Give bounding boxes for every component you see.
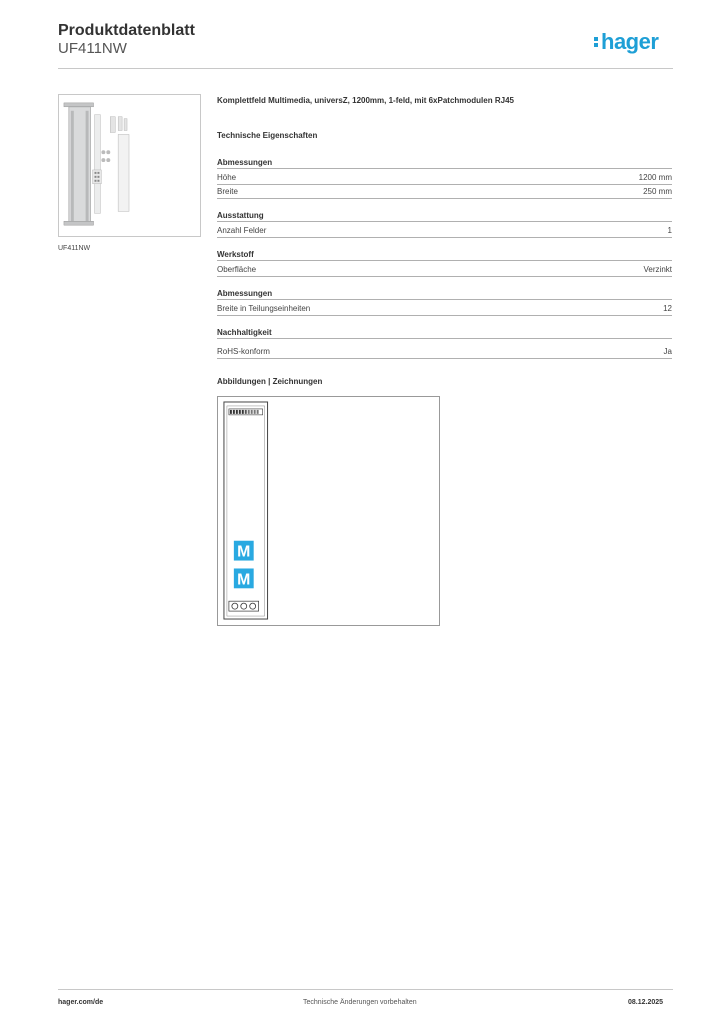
group-title: Abmessungen — [217, 288, 672, 300]
product-description: Komplettfeld Multimedia, universZ, 1200mm, 1-feld, mit 6xPatchmodulen RJ45 — [217, 96, 514, 105]
product-image — [58, 94, 201, 237]
hager-logo — [594, 29, 658, 55]
logo-text: hager — [601, 29, 659, 54]
page-title: Produktdatenblatt — [58, 22, 195, 39]
group-title: Nachhaltigkeit — [217, 327, 672, 339]
property-value: 1200 mm — [638, 173, 672, 182]
property-group-sustainability — [217, 327, 672, 359]
product-photo-illustration — [59, 95, 200, 236]
module-label-2: M — [237, 571, 251, 589]
footer-website: hager.com/de — [58, 999, 104, 1006]
property-value: 1 — [667, 226, 672, 235]
footer-note: Technische Änderungen vorbehalten — [303, 999, 417, 1006]
property-label: Höhe — [217, 173, 237, 182]
header-divider — [58, 68, 673, 69]
product-code: UF411NW — [58, 40, 127, 57]
property-label: Oberfläche — [217, 265, 257, 274]
group-title: Werkstoff — [217, 249, 672, 261]
property-value: Ja — [663, 347, 672, 356]
module-label-1: M — [237, 543, 251, 561]
technical-properties-heading: Technische Eigenschaften — [217, 131, 318, 140]
property-label: Breite — [217, 187, 238, 196]
property-group-material — [217, 249, 672, 277]
property-label: RoHS-konform — [217, 347, 270, 356]
property-group-dimensions-units — [217, 288, 672, 316]
drawings-heading: Abbildungen | Zeichnungen — [217, 377, 323, 386]
property-row — [217, 302, 672, 316]
property-row — [217, 185, 672, 199]
drawing-illustration — [218, 397, 439, 625]
group-title: Abmessungen — [217, 157, 672, 169]
logo-dots-icon — [594, 35, 599, 49]
property-value: Verzinkt — [643, 265, 672, 274]
technical-drawing — [217, 396, 440, 626]
property-group-dimensions — [217, 157, 672, 199]
property-group-equipment — [217, 210, 672, 238]
property-value: 12 — [663, 304, 672, 313]
image-caption: UF411NW — [58, 245, 91, 252]
property-label: Anzahl Felder — [217, 226, 267, 235]
property-value: 250 mm — [643, 187, 672, 196]
property-row — [217, 171, 672, 185]
footer-divider — [58, 989, 673, 990]
property-label: Breite in Teilungseinheiten — [217, 304, 311, 313]
footer-date: 08.12.2025 — [628, 999, 664, 1006]
group-title: Ausstattung — [217, 210, 672, 222]
property-row — [217, 345, 672, 359]
property-row — [217, 224, 672, 238]
property-row — [217, 263, 672, 277]
